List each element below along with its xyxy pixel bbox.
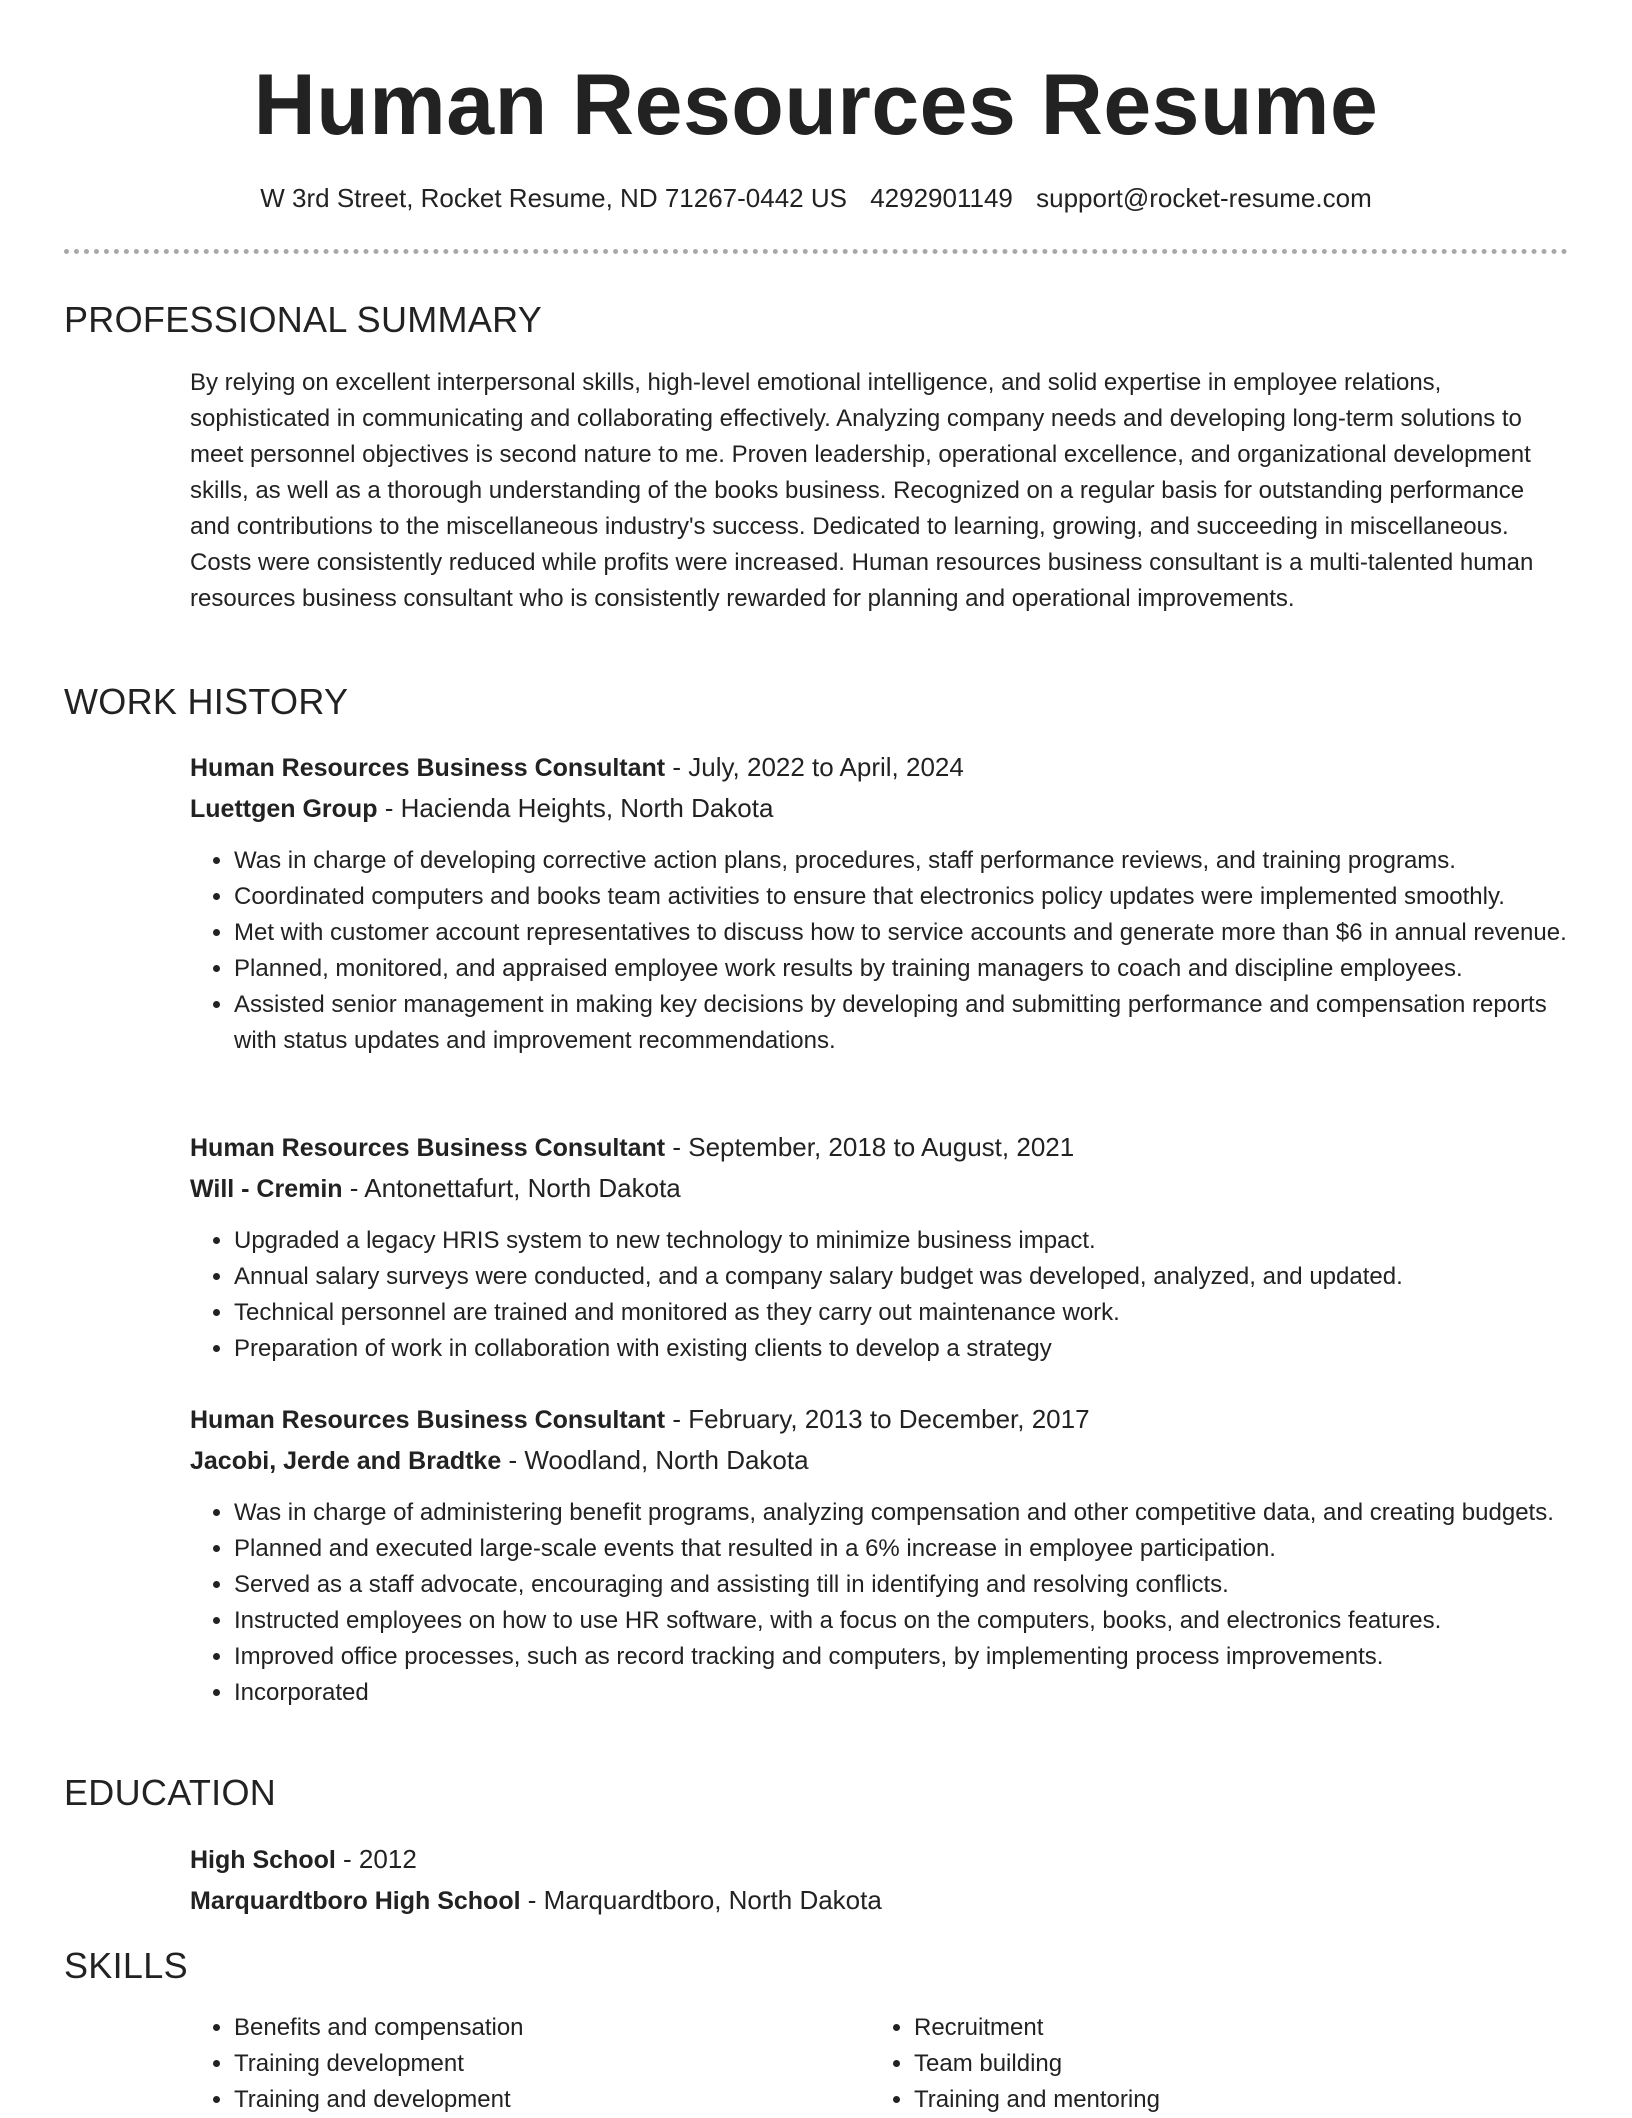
skills-column-right bbox=[870, 2010, 1550, 2118]
job-title: Human Resources Business Consultant bbox=[190, 754, 666, 782]
list-item: • Incorporated bbox=[234, 1675, 1570, 1711]
list-item: • Planned and executed large-scale events that resulted in a 6% increase in employee participation. bbox=[234, 1531, 1570, 1567]
contact-address: W 3rd Street, Rocket Resume, ND 71267-0442 US bbox=[260, 183, 847, 213]
job-location: - Woodland, North Dakota bbox=[501, 1445, 809, 1475]
job-title: Human Resources Business Consultant bbox=[190, 1134, 666, 1162]
skill-item: • Benefits and compensation bbox=[234, 2010, 870, 2046]
education-heading: EDUCATION bbox=[64, 1772, 277, 1813]
list-item: • Was in charge of administering benefit programs, analyzing compensation and other competitive data, and creating budgets. bbox=[234, 1495, 1570, 1531]
job-dates: - July, 2022 to April, 2024 bbox=[665, 752, 964, 782]
skills-bullets-left bbox=[190, 2010, 870, 2118]
contact-line bbox=[0, 180, 1632, 216]
job-bullets bbox=[190, 843, 1570, 1059]
job-bullets bbox=[190, 1223, 1570, 1367]
skills-heading: SKILLS bbox=[64, 1945, 188, 1986]
job-entry bbox=[190, 1399, 1570, 1711]
job-company: Will - Cremin bbox=[190, 1175, 343, 1203]
school-location: - Marquardtboro, North Dakota bbox=[520, 1885, 882, 1915]
job-title-line bbox=[190, 1399, 1570, 1440]
skill-item: • Training development bbox=[234, 2046, 870, 2082]
job-bullets bbox=[190, 1495, 1570, 1711]
skill-item: • Training and mentoring bbox=[914, 2082, 1550, 2118]
list-item: • Instructed employees on how to use HR software, with a focus on the computers, books, and electronics features. bbox=[234, 1603, 1570, 1639]
resume-title: Human Resources Resume bbox=[253, 57, 1379, 153]
list-item: • Was in charge of developing corrective action plans, procedures, staff performance reviews, and training programs. bbox=[234, 843, 1570, 879]
work-history-heading: WORK HISTORY bbox=[64, 681, 349, 722]
job-location: - Antonettafurt, North Dakota bbox=[342, 1173, 681, 1203]
list-item: • Improved office processes, such as record tracking and computers, by implementing process improvements. bbox=[234, 1639, 1570, 1675]
job-company-line bbox=[190, 788, 1570, 829]
skill-item: • Team building bbox=[914, 2046, 1550, 2082]
skills-bullets-right bbox=[870, 2010, 1550, 2118]
job-entry bbox=[190, 747, 1570, 1059]
skill-item: • Recruitment bbox=[914, 2010, 1550, 2046]
list-item: • Assisted senior management in making key decisions by developing and submitting performance and compensation reports with status updates and improvement recommendations. bbox=[234, 987, 1570, 1059]
list-item: • Planned, monitored, and appraised employee work results by training managers to coach and discipline employees. bbox=[234, 951, 1570, 987]
school-line bbox=[190, 1880, 1570, 1921]
job-entry bbox=[190, 1127, 1570, 1367]
degree: High School bbox=[190, 1846, 336, 1874]
header-divider bbox=[64, 249, 1568, 254]
contact-phone: 4292901149 bbox=[870, 183, 1013, 213]
job-company-line bbox=[190, 1440, 1570, 1481]
list-item: • Upgraded a legacy HRIS system to new technology to minimize business impact. bbox=[234, 1223, 1570, 1259]
list-item: • Met with customer account representatives to discuss how to service accounts and generate more than $6 in annual revenue. bbox=[234, 915, 1570, 951]
degree-line bbox=[190, 1839, 1570, 1880]
job-title-line bbox=[190, 747, 1570, 788]
job-title: Human Resources Business Consultant bbox=[190, 1406, 666, 1434]
list-item: • Annual salary surveys were conducted, and a company salary budget was developed, analyzed, and updated. bbox=[234, 1259, 1570, 1295]
education-entry bbox=[190, 1839, 1570, 1921]
summary-heading: PROFESSIONAL SUMMARY bbox=[64, 299, 543, 340]
job-location: - Hacienda Heights, North Dakota bbox=[377, 793, 774, 823]
list-item: • Coordinated computers and books team activities to ensure that electronics policy updates were implemented smoothly. bbox=[234, 879, 1570, 915]
graduation-year: - 2012 bbox=[335, 1844, 417, 1874]
summary-text: By relying on excellent interpersonal skills, high-level emotional intelligence, and solid expertise in employee relations, sophisticated in communicating and collaborating effectively. Analyzing company needs and developing long-term solutions to meet personnel objectives is second nature to me. Proven leadership, operational excellence, and organizational development skills, as well as a thorough understanding of the books business. Recognized on a regular basis for outstanding performance and contributions to the miscellaneous industry's success. Dedicated to learning, growing, and succeeding in miscellaneous. Costs were consistently reduced while profits were increased. Human resources business consultant is a multi-talented human resources business consultant who is consistently rewarded for planning and operational improvements. bbox=[190, 369, 1534, 612]
list-item: • Technical personnel are trained and monitored as they carry out maintenance work. bbox=[234, 1295, 1570, 1331]
list-item: • Preparation of work in collaboration with existing clients to develop a strategy bbox=[234, 1331, 1570, 1367]
skills-grid bbox=[190, 2010, 1570, 2118]
skills-column-left bbox=[190, 2010, 870, 2118]
job-company: Luettgen Group bbox=[190, 795, 378, 823]
school-name: Marquardtboro High School bbox=[190, 1887, 521, 1915]
skills-list bbox=[190, 2010, 1570, 2118]
job-title-line bbox=[190, 1127, 1570, 1168]
job-company-line bbox=[190, 1168, 1570, 1209]
job-dates: - September, 2018 to August, 2021 bbox=[665, 1132, 1075, 1162]
job-company: Jacobi, Jerde and Bradtke bbox=[190, 1447, 502, 1475]
skill-item: • Training and development bbox=[234, 2082, 870, 2118]
contact-email: support@rocket-resume.com bbox=[1036, 183, 1372, 213]
list-item: • Served as a staff advocate, encouraging and assisting till in identifying and resolving conflicts. bbox=[234, 1567, 1570, 1603]
job-dates: - February, 2013 to December, 2017 bbox=[665, 1404, 1090, 1434]
